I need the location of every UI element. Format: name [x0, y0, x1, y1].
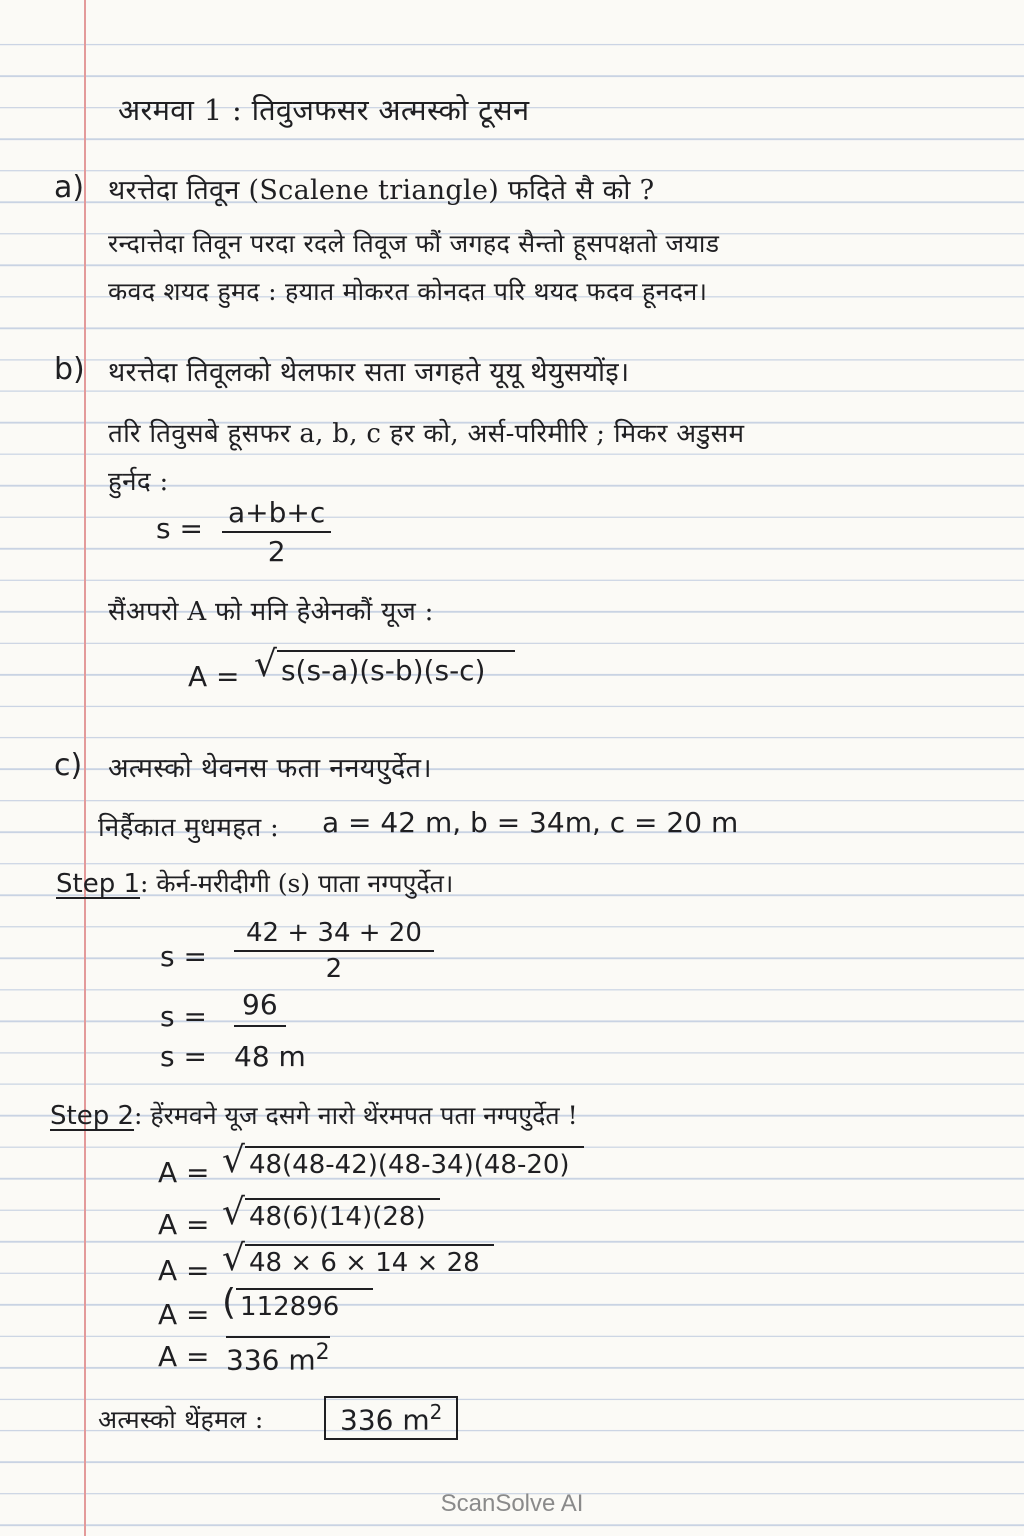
step2-line3-radicand: 48 × 6 × 14 × 28 — [245, 1244, 494, 1280]
step1-line2-value: 96 — [234, 988, 286, 1021]
s-formula-numerator: a+b+c — [222, 496, 331, 533]
part-a-question: थरत्तेदा तिवून (Scalene triangle) फदिते सै को ? — [108, 175, 655, 206]
step2-line1-radicand: 48(48-42)(48-34)(48-20) — [245, 1146, 584, 1182]
step2-line2-root — [222, 1192, 440, 1234]
page-title: अरमवा 1 : तिवुजफसर अत्मस्को टूसन — [118, 93, 530, 127]
step1-text: : केर्न-मरीदीगी (s) पाता नग्पएुर्देत। — [140, 869, 454, 898]
footer-watermark: ScanSolve AI — [440, 1490, 584, 1517]
step2-label: Step 2 — [50, 1101, 135, 1131]
step2-line1-lhs: A = — [158, 1156, 210, 1189]
heron-formula-radicand: s(s-a)(s-b)(s-c) — [277, 650, 516, 687]
given-values: a = 42 m, b = 34m, c = 20 m — [322, 806, 739, 839]
step2-heading — [50, 1098, 578, 1132]
step2-result — [226, 1336, 330, 1376]
heron-formula-root — [254, 644, 515, 687]
step2-result-exponent: 2 — [315, 1340, 330, 1365]
step2-line3-root — [222, 1238, 494, 1280]
sqrt-symbol: ( — [222, 1282, 237, 1323]
sqrt-symbol: √ — [222, 1238, 245, 1279]
part-a-answer-line1: रन्दात्तेदा तिवून परदा रदले तिवूज फौं जगहद सैन्तो हूसपक्षतो जयाड — [108, 229, 720, 258]
heron-intro: सैंअपरो A फो मनि हेअेनकौं यूज : — [108, 597, 434, 627]
step1-line1-lhs: s = — [160, 940, 207, 973]
sqrt-symbol: √ — [254, 644, 277, 685]
step1-label: Step 1 — [56, 869, 141, 899]
step2-line4-radicand: 112896 — [236, 1288, 373, 1324]
part-c-question: अत्मस्को थेवनस फता ननयएुर्देत। — [108, 753, 432, 784]
part-b-text-line1: तरि तिवुसबे हूसफर a, b, c हर को, अर्स-परिमीरि ; मिकर अडुसम — [108, 419, 745, 449]
step1-line3-value: 48 m — [234, 1040, 306, 1073]
sqrt-symbol: √ — [222, 1192, 245, 1233]
part-a-answer-line2: कवद शयद हुमद : हयात मोकरत कोनदत परि थयद फदव हूनदन। — [108, 277, 708, 306]
s-formula-denominator: 2 — [267, 535, 286, 568]
sqrt-symbol: √ — [222, 1140, 245, 1181]
step2-line2-lhs: A = — [158, 1208, 210, 1241]
s-formula-fraction — [222, 496, 331, 568]
final-answer-value-box — [324, 1396, 458, 1440]
given-label: निर्हैकात मुधमहत : — [98, 813, 280, 843]
final-answer-label-visible: अत्मस्को थेंहमल : — [98, 1405, 264, 1434]
step2-line4-lhs: A = — [158, 1298, 210, 1331]
part-b-question: थरत्तेदा तिवूलको थेलफार सता जगहते यूयू थेयुसयोंइ। — [108, 357, 630, 388]
part-b-text-line2: हुर्नद : — [108, 467, 169, 497]
margin-line — [84, 0, 86, 1536]
final-answer-value: 336 m — [340, 1403, 430, 1437]
step2-result-value: 336 m — [226, 1343, 316, 1377]
step2-text: : हेंरमवने यूज दसगे नारो थेंरमपत पता नग्पएुर्देत ! — [134, 1101, 578, 1130]
step1-line1-fraction — [234, 918, 434, 984]
step1-line1-numerator: 42 + 34 + 20 — [234, 918, 434, 952]
heron-formula-lhs: A = — [188, 660, 240, 693]
step1-heading — [56, 866, 453, 900]
part-c-label: c) — [54, 748, 83, 783]
step2-line2-radicand: 48(6)(14)(28) — [245, 1198, 440, 1234]
step2-line4-root — [222, 1282, 373, 1324]
step2-line1-root — [222, 1140, 584, 1182]
part-b-label: b) — [54, 352, 85, 387]
part-a-label: a) — [54, 170, 85, 205]
step1-line3-lhs: s = — [160, 1040, 207, 1073]
step2-line3-lhs: A = — [158, 1254, 210, 1287]
step1-line2-lhs: s = — [160, 1000, 207, 1033]
s-formula-lhs: s = — [156, 512, 203, 545]
final-answer-box — [324, 1396, 458, 1440]
final-answer-exponent: 2 — [429, 1400, 443, 1424]
step1-line1-denominator: 2 — [325, 954, 343, 984]
step2-result-lhs: A = — [158, 1340, 210, 1373]
